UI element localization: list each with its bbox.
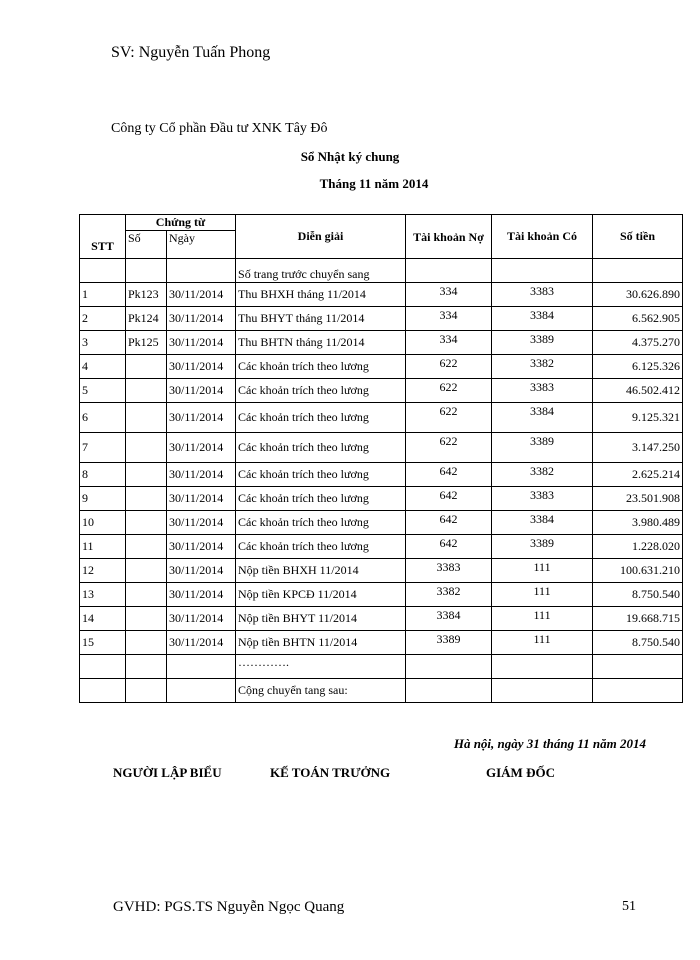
cell-voucher-no: Pk124	[126, 307, 167, 331]
supervisor: GVHD: PGS.TS Nguyễn Ngọc Quang	[113, 899, 345, 915]
cell-debit-account: 642	[406, 463, 492, 487]
header-stt: STT	[80, 215, 126, 259]
header-credit-account: Tài khoản Có	[492, 215, 593, 259]
cell-credit-account: 3389	[492, 535, 593, 559]
table-row	[80, 403, 683, 433]
cell-debit-account: 642	[406, 535, 492, 559]
cell-voucher-date: 30/11/2014	[167, 379, 236, 403]
cell-stt: 15	[80, 631, 126, 655]
cell-description: Các khoản trích theo lương	[236, 403, 406, 433]
cell-voucher-date: 30/11/2014	[167, 511, 236, 535]
cell-debit-account: 334	[406, 283, 492, 307]
cell-credit-account: 3382	[492, 355, 593, 379]
cell-voucher-no	[126, 355, 167, 379]
carried-over-label: Cộng chuyển tang sau:	[236, 679, 406, 703]
general-journal-table	[79, 214, 683, 703]
header-description: Diễn giải	[236, 215, 406, 259]
cell-description: Các khoản trích theo lương	[236, 355, 406, 379]
signature-chief-accountant: KẾ TOÁN TRƯỞNG	[270, 765, 391, 780]
table-row	[80, 559, 683, 583]
cell-stt: 14	[80, 607, 126, 631]
cell-voucher-no	[126, 559, 167, 583]
cell-amount: 30.626.890	[593, 283, 683, 307]
cell-credit-account: 111	[492, 583, 593, 607]
cell-voucher-no	[126, 607, 167, 631]
student-name: SV: Nguyễn Tuấn Phong	[111, 44, 271, 61]
cell-voucher-no	[126, 487, 167, 511]
cell-stt: 7	[80, 433, 126, 463]
carried-forward-row	[80, 259, 683, 283]
cell-voucher-no: Pk125	[126, 331, 167, 355]
cell-amount: 9.125.321	[593, 403, 683, 433]
company-name: Công ty Cổ phần Đầu tư XNK Tây Đô	[111, 121, 328, 136]
cell-debit-account: 3382	[406, 583, 492, 607]
cell-voucher-date: 30/11/2014	[167, 307, 236, 331]
cell-voucher-date: 30/11/2014	[167, 559, 236, 583]
cell-voucher-date: 30/11/2014	[167, 583, 236, 607]
cell-stt: 3	[80, 331, 126, 355]
header-voucher: Chứng từ	[126, 215, 236, 231]
cell-credit-account: 3384	[492, 307, 593, 331]
cell-debit-account: 622	[406, 403, 492, 433]
cell-debit-account: 642	[406, 487, 492, 511]
cell-description: Các khoản trích theo lương	[236, 433, 406, 463]
cell-credit-account: 3383	[492, 379, 593, 403]
cell-stt: 5	[80, 379, 126, 403]
table-row	[80, 511, 683, 535]
cell-debit-account: 334	[406, 331, 492, 355]
cell-stt: 2	[80, 307, 126, 331]
header-debit-account: Tài khoản Nợ	[406, 215, 492, 259]
cell-amount: 46.502.412	[593, 379, 683, 403]
cell-description: Các khoản trích theo lương	[236, 379, 406, 403]
header-amount: Số tiền	[593, 215, 683, 259]
cell-description: Thu BHYT tháng 11/2014	[236, 307, 406, 331]
table-row	[80, 607, 683, 631]
cell-voucher-date: 30/11/2014	[167, 331, 236, 355]
cell-voucher-no	[126, 511, 167, 535]
cell-debit-account: 622	[406, 379, 492, 403]
cell-debit-account: 3389	[406, 631, 492, 655]
cell-description: Thu BHTN tháng 11/2014	[236, 331, 406, 355]
cell-stt: 9	[80, 487, 126, 511]
cell-credit-account: 3384	[492, 403, 593, 433]
cell-description: Thu BHXH tháng 11/2014	[236, 283, 406, 307]
cell-voucher-date: 30/11/2014	[167, 463, 236, 487]
cell-credit-account: 3383	[492, 283, 593, 307]
carried-forward-label: Số trang trước chuyển sang	[236, 259, 406, 283]
ellipsis-row	[80, 655, 683, 679]
cell-voucher-no	[126, 583, 167, 607]
cell-amount: 19.668.715	[593, 607, 683, 631]
cell-description: Các khoản trích theo lương	[236, 535, 406, 559]
document-period: Tháng 11 năm 2014	[319, 176, 429, 191]
place-date: Hà nội, ngày 31 tháng 11 năm 2014	[453, 736, 646, 751]
cell-voucher-date: 30/11/2014	[167, 487, 236, 511]
cell-amount: 3.980.489	[593, 511, 683, 535]
cell-stt: 13	[80, 583, 126, 607]
cell-description: Nộp tiền BHTN 11/2014	[236, 631, 406, 655]
page-number: 51	[622, 899, 636, 914]
cell-voucher-no: Pk123	[126, 283, 167, 307]
table-row	[80, 535, 683, 559]
header-voucher-date: Ngày	[167, 231, 236, 259]
cell-description: Nộp tiền BHYT 11/2014	[236, 607, 406, 631]
cell-debit-account: 642	[406, 511, 492, 535]
cell-credit-account: 3382	[492, 463, 593, 487]
cell-amount: 23.501.908	[593, 487, 683, 511]
signature-director: GIÁM ĐỐC	[486, 765, 555, 780]
cell-stt: 10	[80, 511, 126, 535]
cell-description: Các khoản trích theo lương	[236, 487, 406, 511]
cell-stt: 4	[80, 355, 126, 379]
cell-description: Nộp tiền KPCĐ 11/2014	[236, 583, 406, 607]
cell-voucher-no	[126, 535, 167, 559]
cell-amount: 8.750.540	[593, 631, 683, 655]
cell-debit-account: 622	[406, 355, 492, 379]
table-row	[80, 631, 683, 655]
cell-stt: 12	[80, 559, 126, 583]
cell-amount: 6.125.326	[593, 355, 683, 379]
cell-voucher-date: 30/11/2014	[167, 355, 236, 379]
cell-voucher-date: 30/11/2014	[167, 403, 236, 433]
cell-credit-account: 3384	[492, 511, 593, 535]
cell-credit-account: 111	[492, 631, 593, 655]
cell-voucher-date: 30/11/2014	[167, 631, 236, 655]
cell-description: Các khoản trích theo lương	[236, 463, 406, 487]
cell-amount: 8.750.540	[593, 583, 683, 607]
table-row	[80, 583, 683, 607]
header-voucher-no: Số	[126, 231, 167, 259]
cell-voucher-no	[126, 433, 167, 463]
cell-voucher-no	[126, 379, 167, 403]
ellipsis-text: ………….	[236, 655, 406, 679]
table-row	[80, 463, 683, 487]
table-row	[80, 283, 683, 307]
cell-amount: 4.375.270	[593, 331, 683, 355]
table-row	[80, 331, 683, 355]
cell-voucher-no	[126, 463, 167, 487]
cell-amount: 3.147.250	[593, 433, 683, 463]
cell-voucher-date: 30/11/2014	[167, 535, 236, 559]
cell-stt: 8	[80, 463, 126, 487]
table-row	[80, 355, 683, 379]
cell-credit-account: 111	[492, 559, 593, 583]
cell-stt: 1	[80, 283, 126, 307]
cell-stt: 6	[80, 403, 126, 433]
cell-credit-account: 3389	[492, 331, 593, 355]
cell-credit-account: 3389	[492, 433, 593, 463]
cell-voucher-no	[126, 403, 167, 433]
cell-debit-account: 3384	[406, 607, 492, 631]
cell-amount: 100.631.210	[593, 559, 683, 583]
signature-preparer: NGƯỜI LẬP BIỂU	[113, 765, 222, 780]
cell-debit-account: 334	[406, 307, 492, 331]
cell-debit-account: 622	[406, 433, 492, 463]
cell-voucher-date: 30/11/2014	[167, 607, 236, 631]
table-row	[80, 433, 683, 463]
document-title: Sổ Nhật ký chung	[300, 149, 400, 164]
cell-debit-account: 3383	[406, 559, 492, 583]
cell-voucher-no	[126, 631, 167, 655]
cell-description: Các khoản trích theo lương	[236, 511, 406, 535]
cell-amount: 2.625.214	[593, 463, 683, 487]
cell-voucher-date: 30/11/2014	[167, 283, 236, 307]
table-row	[80, 379, 683, 403]
table-row	[80, 487, 683, 511]
cell-credit-account: 111	[492, 607, 593, 631]
cell-amount: 1.228.020	[593, 535, 683, 559]
cell-voucher-date: 30/11/2014	[167, 433, 236, 463]
cell-stt: 11	[80, 535, 126, 559]
cell-description: Nộp tiền BHXH 11/2014	[236, 559, 406, 583]
cell-amount: 6.562.905	[593, 307, 683, 331]
carried-over-row	[80, 679, 683, 703]
table-row	[80, 307, 683, 331]
cell-credit-account: 3383	[492, 487, 593, 511]
